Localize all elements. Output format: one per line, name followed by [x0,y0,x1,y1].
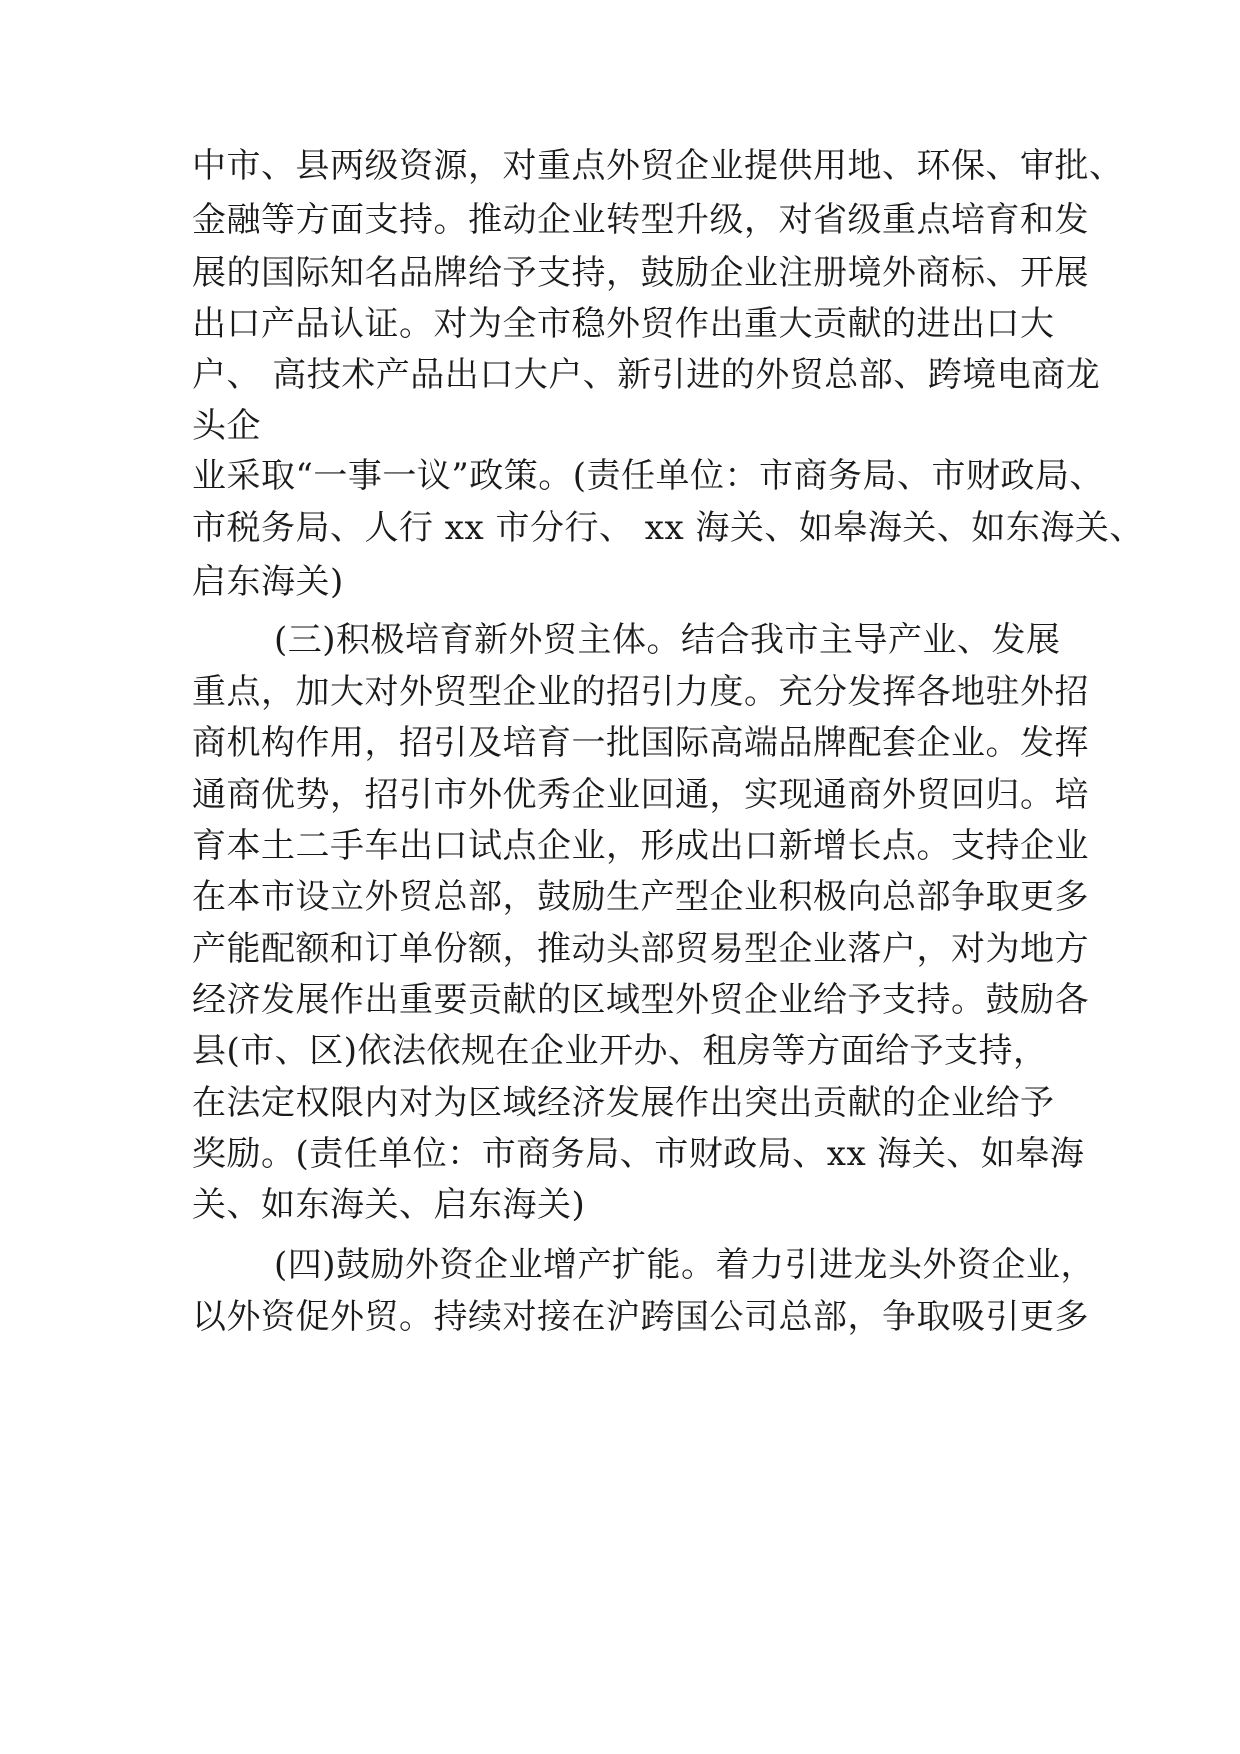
text-line: 头企 [192,406,261,446]
text-line: 启东海关) [192,562,344,602]
section-heading-3: (三)积极培育新外贸主体。结合我市主导产业、发展 [274,620,1061,660]
text-line: 县(市、区)依法依规在企业开办、租房等方面给予支持， [192,1031,1048,1071]
text-line: 出口产品认证。对为全市稳外贸作出重大贡献的进出口大 [192,304,1055,344]
text-line: 在法定权限内对为区域经济发展作出突出贡献的企业给予 [192,1083,1055,1123]
text-line: 业采取“一事一议”政策。(责任单位：市商务局、市财政局、 [192,456,1105,496]
text-line: 重点，加大对外贸型企业的招引力度。充分发挥各地驻外招 [192,672,1089,712]
text-line: 奖励。(责任单位：市商务局、市财政局、xx 海关、如皋海 [192,1134,1085,1174]
text-line: 产能配额和订单份额，推动头部贸易型企业落户，对为地方 [192,929,1089,969]
section-heading-4: (四)鼓励外资企业增产扩能。着力引进龙头外资企业， [274,1245,1096,1285]
text-line: 育本土二手车出口试点企业，形成出口新增长点。支持企业 [192,826,1089,866]
text-line: 金融等方面支持。推动企业转型升级，对省级重点培育和发 [192,200,1089,240]
text-line: 在本市设立外贸总部，鼓励生产型企业积极向总部争取更多 [192,877,1089,917]
text-line: 户、 高技术产品出口大户、新引进的外贸总部、跨境电商龙 [192,355,1101,395]
text-line: 以外资促外贸。持续对接在沪跨国公司总部，争取吸引更多 [192,1297,1089,1337]
text-line: 商机构作用，招引及培育一批国际高端品牌配套企业。发挥 [192,723,1089,763]
text-line: 中市、县两级资源，对重点外贸企业提供用地、环保、审批、 [192,146,1124,186]
text-line: 经济发展作出重要贡献的区域型外贸企业给予支持。鼓励各 [192,980,1089,1020]
text-line: 关、如东海关、启东海关) [192,1185,586,1225]
text-line: 市税务局、人行 xx 市分行、 xx 海关、如皋海关、如东海关、 [192,508,1144,548]
text-line: 展的国际知名品牌给予支持，鼓励企业注册境外商标、开展 [192,253,1089,293]
text-line: 通商优势，招引市外优秀企业回通，实现通商外贸回归。培 [192,775,1089,815]
